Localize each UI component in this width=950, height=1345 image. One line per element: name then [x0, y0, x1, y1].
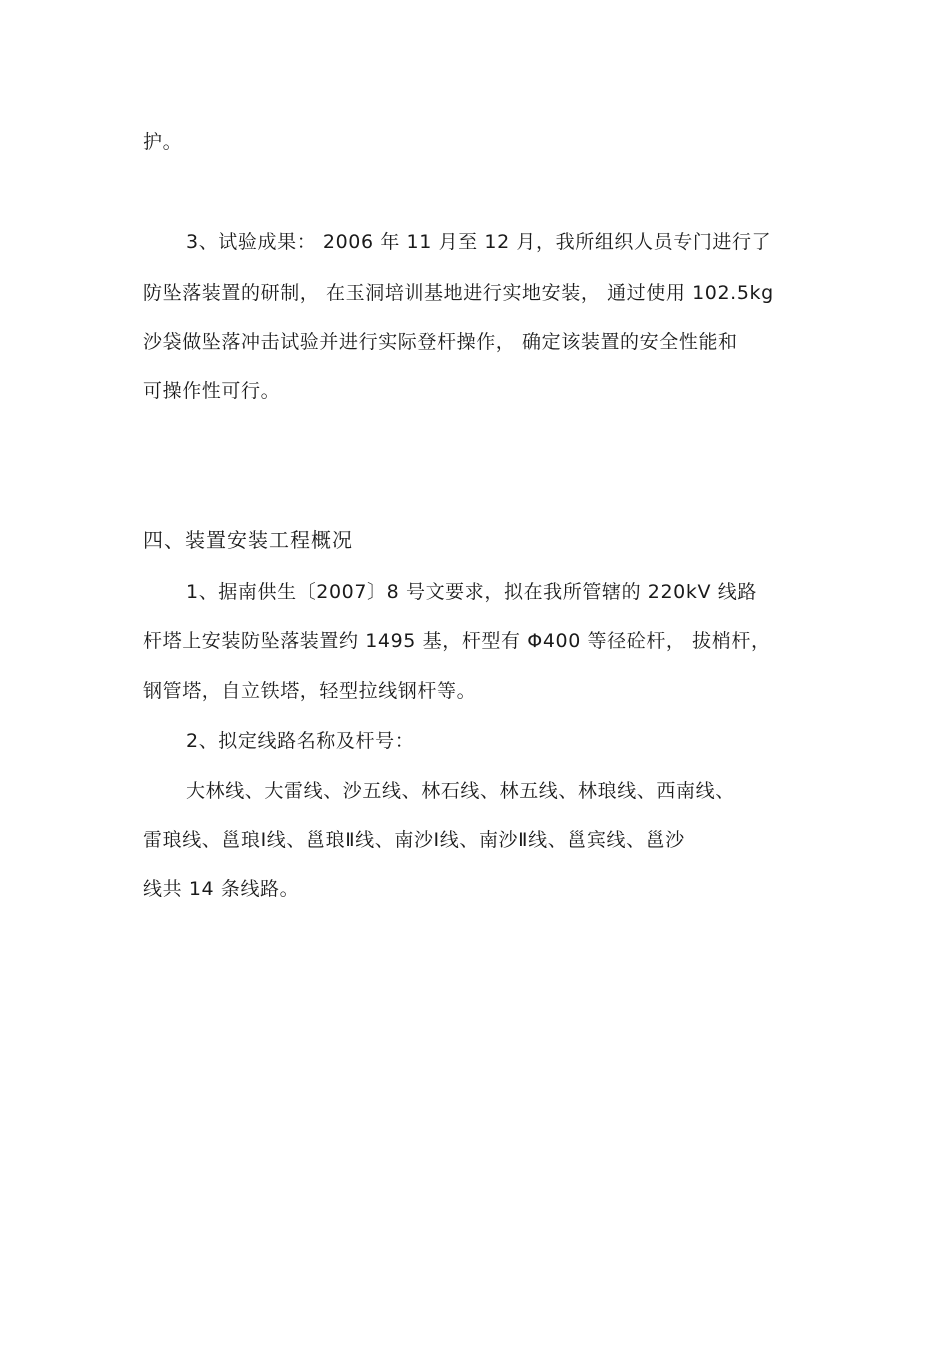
route-list-line-3: 线共 14 条线路。: [143, 878, 300, 900]
section-heading: 四、装置安装工程概况: [143, 528, 353, 552]
item2-heading: 2、拟定线路名称及杆号：: [186, 730, 415, 752]
result-line-1: 3、试验成果： 2006 年 11 月至 12 月，我所组织人员专门进行了: [186, 231, 772, 253]
item1-line-1: 1、据南供生〔2007〕8 号文要求，拟在我所管辖的 220kV 线路: [186, 581, 757, 603]
paragraph-fragment: 护。: [143, 131, 183, 153]
route-list-line-2: 雷琅线、邕琅Ⅰ线、邕琅Ⅱ线、南沙Ⅰ线、南沙Ⅱ线、邕宾线、邕沙: [143, 829, 685, 851]
result-line-4: 可操作性可行。: [143, 380, 281, 402]
result-line-2: 防坠落装置的研制， 在玉洞培训基地进行实地安装， 通过使用 102.5kg: [143, 282, 774, 304]
result-line-3: 沙袋做坠落冲击试验并进行实际登杆操作， 确定该装置的安全性能和: [143, 331, 738, 353]
item1-line-2: 杆塔上安装防坠落装置约 1495 基，杆型有 Φ400 等径砼杆， 拔梢杆，: [143, 630, 771, 652]
route-list-line-1: 大林线、大雷线、沙五线、林石线、林五线、林琅线、西南线、: [186, 780, 735, 802]
item1-line-3: 钢管塔，自立铁塔，轻型拉线钢杆等。: [143, 680, 477, 702]
